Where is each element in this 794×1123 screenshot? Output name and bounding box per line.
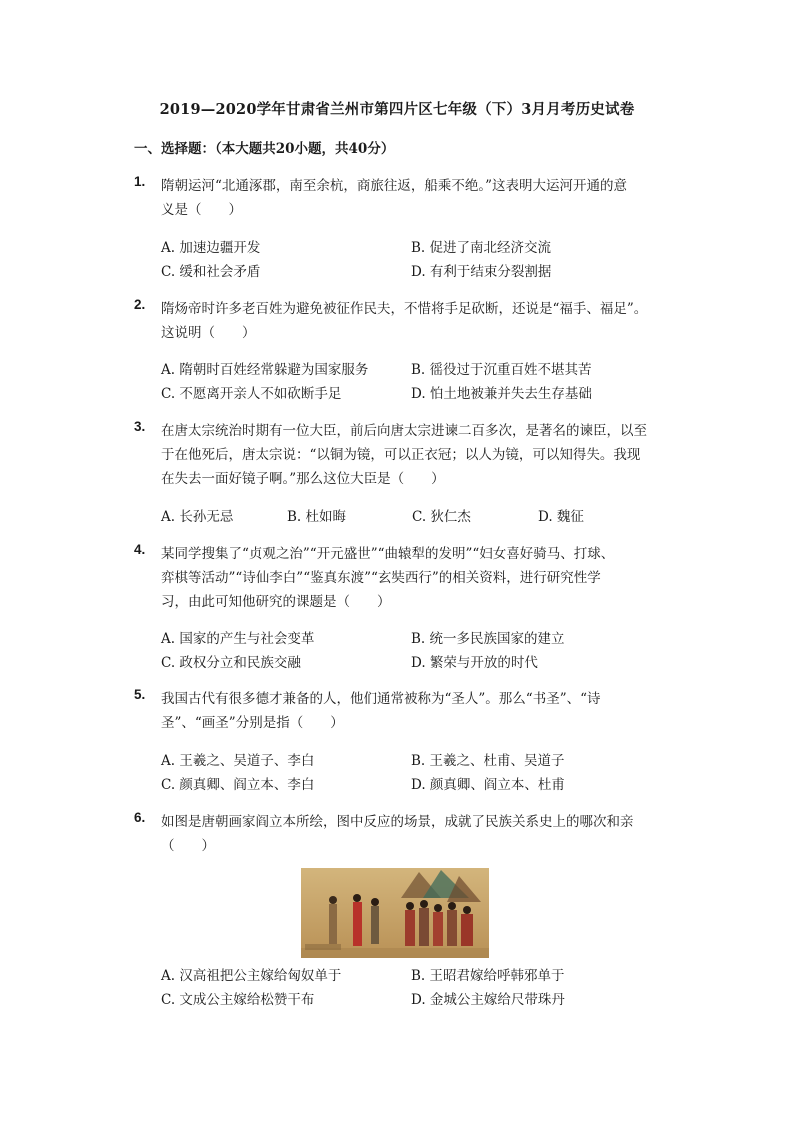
question-stem: 隋朝运河“北通涿郡，南至余杭，商旅往返，船乘不绝。”这表明大运河开通的意 义是（ ）	[161, 178, 628, 218]
question-number: 3.	[134, 419, 146, 434]
painting-illustration	[301, 868, 489, 958]
section-heading: 一、选择题：（本大题共20小题，共40分）	[134, 141, 395, 157]
bunian-painting-image	[301, 868, 489, 958]
question-stem: 如图是唐朝画家阎立本所绘，图中反应的场景，成就了民族关系史上的哪次和亲 （ ）	[161, 814, 634, 854]
option-b[interactable]: B. 王昭君嫁给呼韩邪单于	[411, 968, 565, 984]
option-b[interactable]: B. 徭役过于沉重百姓不堪其苦	[411, 362, 592, 378]
option-d[interactable]: D. 魏征	[538, 509, 584, 525]
question-number: 2.	[134, 297, 146, 312]
question-stem: 在唐太宗统治时期有一位大臣，前后向唐太宗进谏二百多次，是著名的谏臣，以至 于在他死后，唐太宗说：“以铜为镜，可以正衣冠；以人为镜，可以知得失。我现 在失去一面好镜子啊。”那么这位大臣是（ ）	[161, 423, 647, 487]
option-c[interactable]: C. 文成公主嫁给松赞干布	[161, 992, 315, 1008]
option-a[interactable]: A. 王羲之、吴道子、李白	[161, 753, 315, 769]
question-number: 5.	[134, 687, 146, 702]
option-c[interactable]: C. 颜真卿、阎立本、李白	[161, 777, 315, 793]
option-b[interactable]: B. 王羲之、杜甫、吴道子	[411, 753, 565, 769]
option-a[interactable]: A. 加速边疆开发	[161, 240, 261, 256]
option-c[interactable]: C. 不愿离开亲人不如砍断手足	[161, 386, 342, 402]
question-number: 4.	[134, 542, 146, 557]
option-a[interactable]: A. 长孙无忌	[161, 509, 234, 525]
exam-title: 2019—2020学年甘肃省兰州市第四片区七年级（下）3月月考历史试卷	[159, 101, 635, 118]
option-b[interactable]: B. 杜如晦	[287, 509, 347, 525]
option-b[interactable]: B. 统一多民族国家的建立	[411, 631, 565, 647]
question-stem: 我国古代有很多德才兼备的人，他们通常被称为“圣人”。那么“书圣”、“诗 圣”、“画圣”分别是指（ ）	[161, 691, 601, 731]
option-a[interactable]: A. 国家的产生与社会变革	[161, 631, 315, 647]
question-number: 6.	[134, 810, 146, 825]
question-stem: 隋炀帝时许多老百姓为避免被征作民夫，不惜将手足砍断，还说是“福手、福足”。 这说明（ ）	[161, 301, 648, 341]
question-number: 1.	[134, 174, 146, 189]
option-d[interactable]: D. 繁荣与开放的时代	[411, 655, 538, 671]
option-c[interactable]: C. 缓和社会矛盾	[161, 264, 261, 280]
option-a[interactable]: A. 汉高祖把公主嫁给匈奴单于	[161, 968, 342, 984]
option-d[interactable]: D. 颜真卿、阎立本、杜甫	[411, 777, 565, 793]
option-d[interactable]: D. 有利于结束分裂割据	[411, 264, 552, 280]
question-stem: 某同学搜集了“贞观之治”“开元盛世”“曲辕犁的发明”“妇女喜好骑马、打球、 弈棋等活动”“诗仙李白”“鉴真东渡”“玄奘西行”的相关资料，进行研究性学 习，由此可知他研究的课题是（ ）	[161, 546, 615, 610]
option-a[interactable]: A. 隋朝时百姓经常躲避为国家服务	[161, 362, 369, 378]
option-d[interactable]: D. 金城公主嫁给尺带珠丹	[411, 992, 565, 1008]
option-d[interactable]: D. 怕土地被兼并失去生存基础	[411, 386, 592, 402]
option-b[interactable]: B. 促进了南北经济交流	[411, 240, 552, 256]
option-c[interactable]: C. 狄仁杰	[412, 509, 471, 525]
option-c[interactable]: C. 政权分立和民族交融	[161, 655, 301, 671]
